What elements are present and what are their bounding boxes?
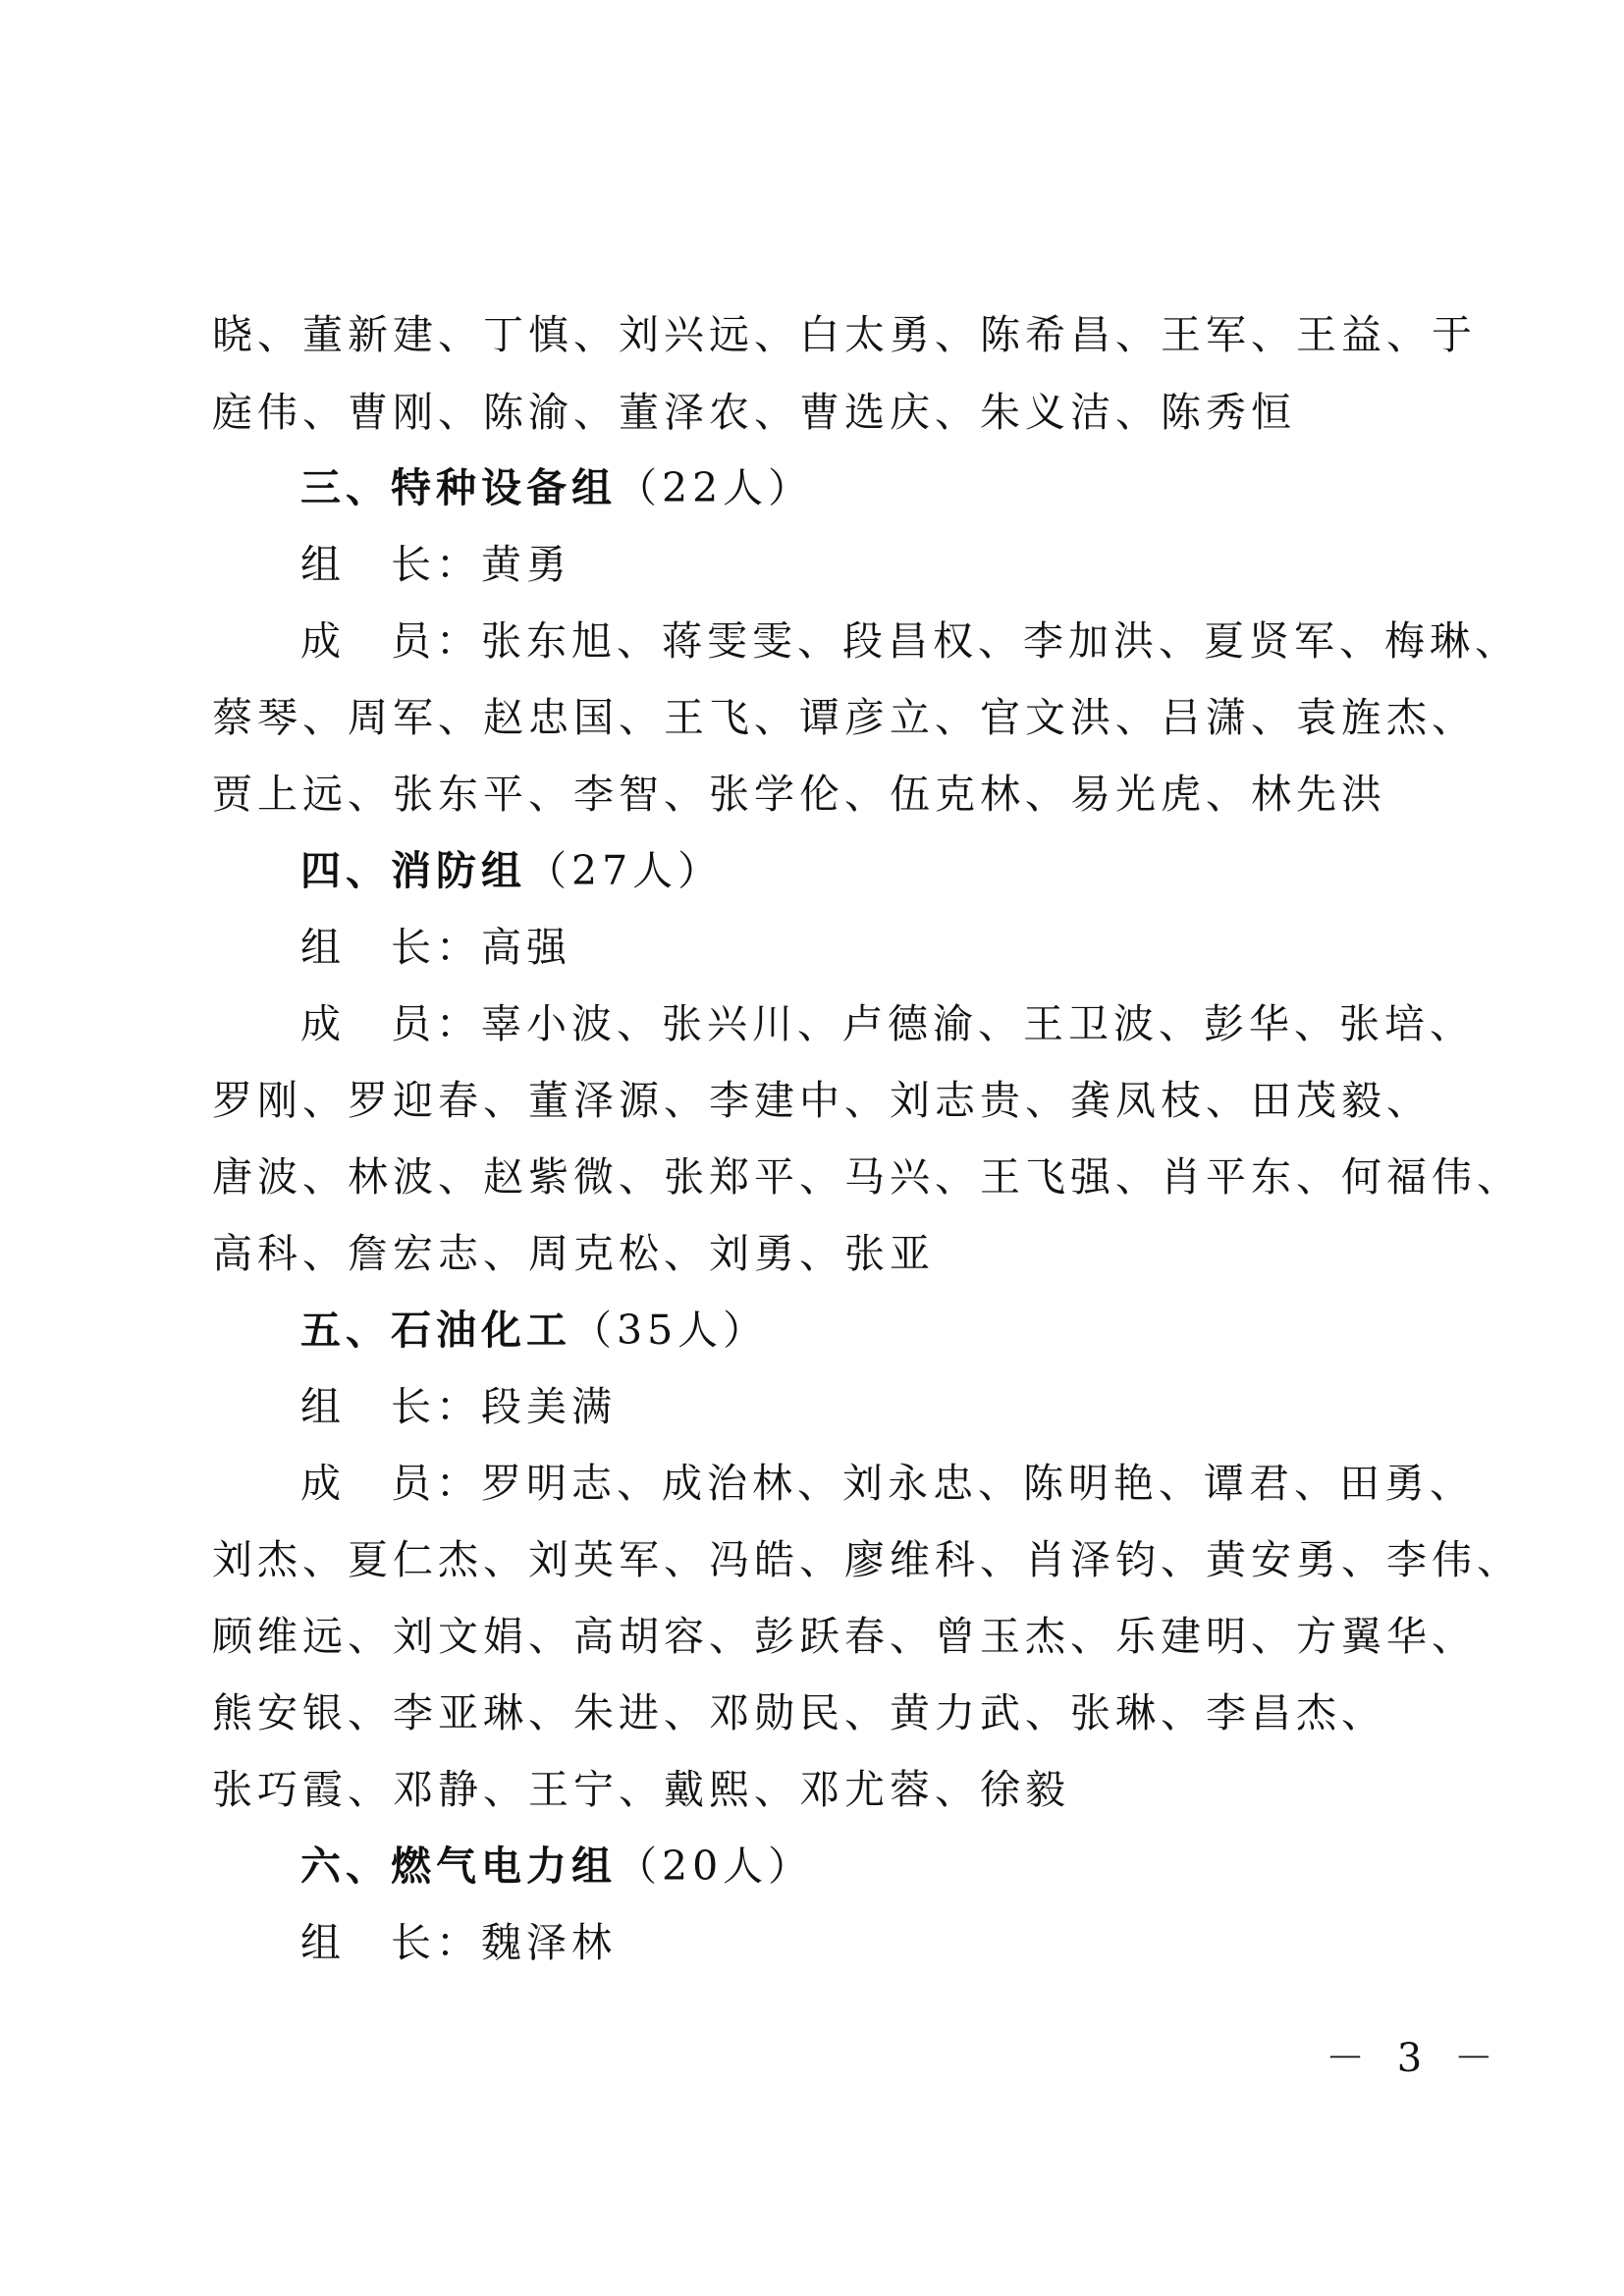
member-line: 蔡琴、周军、赵忠国、王飞、谭彦立、官文洪、吕潇、袁旌杰、 (212, 694, 1477, 741)
group-leader-line: 组 长：黄勇 (300, 541, 571, 588)
member-line: 庭伟、曹刚、陈渝、董泽农、曹选庆、朱义洁、陈秀恒 (212, 389, 1296, 436)
member-line: 贾上远、张东平、李智、张学伦、伍克林、易光虎、林先洪 (212, 771, 1386, 818)
section-count: （22人） (617, 464, 814, 511)
member-line: 顾维远、刘文娟、高胡容、彭跃春、曾玉杰、乐建明、方翼华、 (212, 1613, 1477, 1660)
section-count: （20人） (617, 1842, 814, 1890)
member-line: 熊安银、李亚琳、朱进、邓勋民、黄力武、张琳、李昌杰、 (212, 1689, 1386, 1736)
section-heading-gas-power (300, 1842, 1518, 1891)
section-heading-petrochemical (300, 1306, 1518, 1355)
section-title: 三、特种设备组 (300, 464, 617, 511)
section-count: （27人） (526, 847, 724, 894)
section-title: 六、燃气电力组 (300, 1842, 617, 1890)
member-line: 刘杰、夏仁杰、刘英军、冯皓、廖维科、肖泽钧、黄安勇、李伟、 (212, 1536, 1522, 1583)
group-members-line: 成 员：罗明志、成治林、刘永忠、陈明艳、谭君、田勇、 (300, 1460, 1475, 1507)
group-leader-line: 组 长：魏泽林 (300, 1919, 617, 1966)
page-number: － 3 － (1326, 2036, 1503, 2081)
section-heading-fire-protection (300, 846, 1518, 895)
section-title: 五、石油化工 (300, 1307, 571, 1354)
section-heading-special-equipment (300, 463, 1518, 512)
group-members-line: 成 员：辜小波、张兴川、卢德渝、王卫波、彭华、张培、 (300, 1000, 1475, 1047)
member-line: 高科、詹宏志、周克松、刘勇、张亚 (212, 1230, 935, 1277)
group-leader-line: 组 长：段美满 (300, 1383, 617, 1430)
section-count: （35人） (571, 1307, 769, 1354)
member-line: 张巧霞、邓静、王宁、戴熙、邓尤蓉、徐毅 (212, 1766, 1070, 1813)
group-leader-line: 组 长：高强 (300, 924, 571, 971)
section-title: 四、消防组 (300, 847, 526, 894)
group-members-line: 成 员：张东旭、蒋雯雯、段昌权、李加洪、夏贤军、梅琳、 (300, 617, 1520, 665)
member-line: 晓、董新建、丁慎、刘兴远、白太勇、陈希昌、王军、王益、于 (212, 311, 1477, 358)
member-line: 罗刚、罗迎春、董泽源、李建中、刘志贵、龚凤枝、田茂毅、 (212, 1077, 1432, 1124)
member-line: 唐波、林波、赵紫微、张郑平、马兴、王飞强、肖平东、何福伟、 (212, 1153, 1522, 1201)
